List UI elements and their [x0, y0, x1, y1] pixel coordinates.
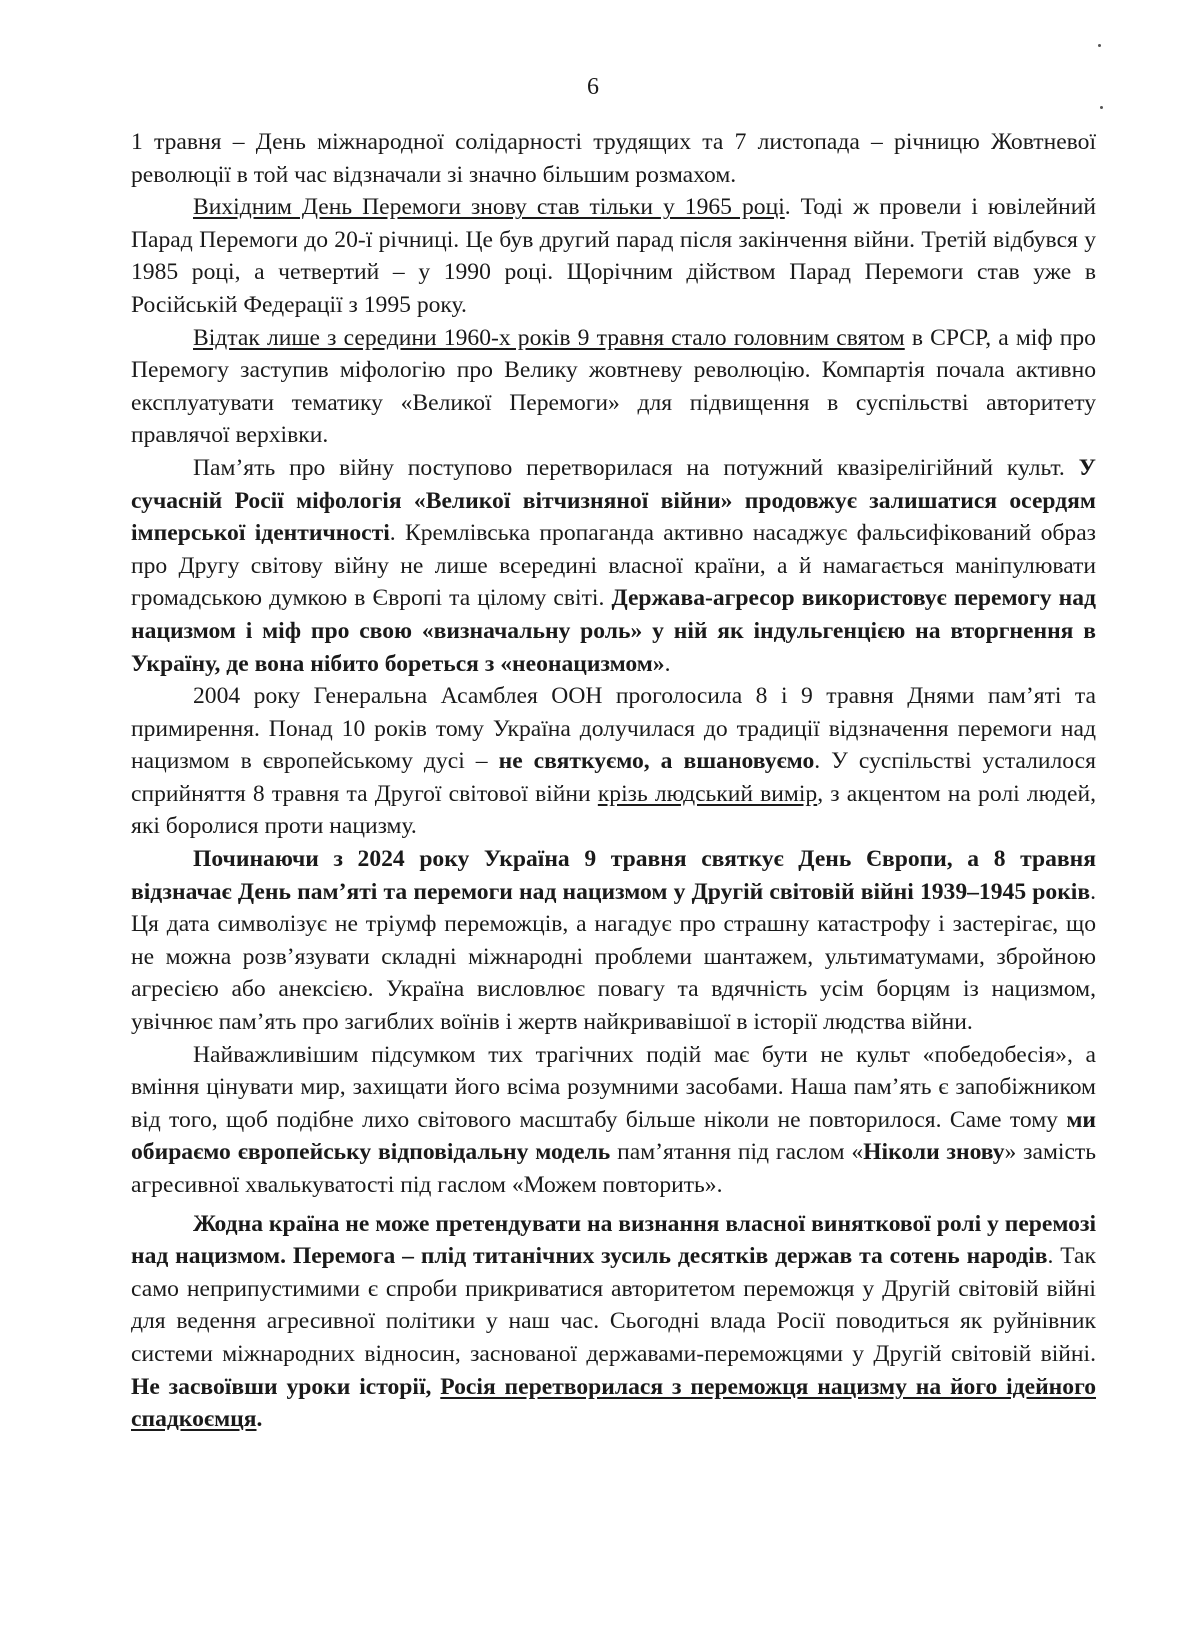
bold-underlined-phrase: Росія перетворилася з переможця нацизму на його ідейного спадкоємця — [131, 1373, 1096, 1433]
bold-phrase: Ніколи знову — [863, 1139, 1005, 1166]
scan-speck — [1098, 44, 1101, 47]
paragraph-1: 1 травня – День міжнародної солідарності трудящих та 7 листопада – річницю Жовтневої революції в той час відзначали зі значно більшим розмахом. — [131, 129, 1096, 188]
bold-phrase: ми обираємо європейську відповідальну модель — [131, 1106, 1096, 1166]
underlined-phrase: крізь людський вимір — [597, 780, 818, 807]
bold-phrase: Жодна країна не може претендувати на визнання власної виняткової ролі у перемозі над нацизмом. Перемога – плід титанічних зусиль десятків держав та сотень народів — [131, 1210, 1096, 1270]
scan-speck — [1100, 106, 1103, 109]
paragraph-5: 2004 року Генеральна Асамблея ООН проголосила 8 і 9 травня Днями пам’яті та примирення. Понад 10 років тому Україна долучилася до традиції відзначення перемоги над нацизмом в європейському дусі – не святкуємо, а вшановуємо. У суспільстві усталилося сприйняття 8 травня та Другої світової війни крізь людський вимір, з акцентом на ролі людей, які боролися проти нацизму. — [131, 683, 1096, 840]
paragraph-2: Вихідним День Перемоги знову став тільки у 1965 році. Тоді ж провели і ювілейний Парад Перемоги до 20-ї річниці. Це був другий парад після закінчення війни. Третій відбувся у 1985 році, а четвертий – у 1990 році. Щорічним дійством Парад Перемоги став уже в Російській Федерації з 1995 року. — [131, 194, 1096, 318]
paragraph-6: Починаючи з 2024 року Україна 9 травня святкує День Європи, а 8 травня відзначає День пам’яті та перемоги над нацизмом у Другій світовій війні 1939–1945 років. Ця дата символізує не тріумф переможців, а нагадує про страшну катастрофу і застерігає, що не можна розв’язувати складні міжнародні проблеми шантажем, ультиматумами, збройною агресією або анексією. Україна висловлює повагу та вдячність усім борцям із нацизмом, увічнює пам’ять про загиблих воїнів і жертв найкривавішої в історії людства війни. — [131, 846, 1096, 1036]
paragraph-8: Жодна країна не може претендувати на визнання власної виняткової ролі у перемозі над нацизмом. Перемога – плід титанічних зусиль десятків держав та сотень народів. Так само неприпустимими є спроби прикриватися авторитетом переможця у Другій світовій війні для ведення агресивної політики у наш час. Сьогодні влада Росії поводиться як руйнівник системи міжнародних відносин, заснованої державами-переможцями у Другій світовій війні. Не засвоївши уроки історії, Росія перетворилася з переможця нацизму на його ідейного спадкоємця. — [131, 1210, 1096, 1433]
document-body — [131, 126, 1096, 1436]
bold-phrase: Не засвоївши уроки історії, — [131, 1373, 441, 1400]
underlined-phrase: Відтак лише з середини 1960-х років 9 травня стало головним святом — [193, 324, 905, 351]
page-number: 6 — [587, 74, 599, 100]
paragraph-3: Відтак лише з середини 1960-х років 9 травня стало головним святом в СРСР, а міф про Перемогу заступив міфологію про Велику жовтневу революцію. Компартія почала активно експлуатувати тематику «Великої Перемоги» для підвищення в суспільстві авторитету правлячої верхівки. — [131, 324, 1096, 449]
bold-phrase: У сучасній Росії міфологія «Великої вітчизняної війни» продовжує залишатися осердям імперської ідентичності — [131, 454, 1096, 547]
bold-phrase: Починаючи з 2024 року Україна 9 травня святкує День Європи, а 8 травня відзначає День пам’яті та перемоги над нацизмом у Другій світовій війні 1939–1945 років — [131, 846, 1096, 905]
paragraph-4: Пам’ять про війну поступово перетворилася на потужний квазірелігійний культ. У сучасній Росії міфологія «Великої вітчизняної війни» продовжує залишатися осердям імперської ідентичності. Кремлівська пропаганда активно насаджує фальсифікований образ про Другу світову війну не лише всередині власної країни, а й намагається маніпулювати громадською думкою в Європі та цілому світі. Держава-агресор використовує перемогу над нацизмом і міф про свою «визначальну роль» у ній як індульгенцією на вторгнення в Україну, де вона нібито бореться з «неонацизмом». — [131, 454, 1096, 677]
underlined-phrase: Вихідним День Перемоги знову став тільки у 1965 році — [193, 194, 785, 221]
paragraph-7: Найважливішим підсумком тих трагічних подій має бути не культ «победобесія», а вміння цінувати мир, захищати його всіма розумними засобами. Наша пам’ять є запобіжником від того, щоб подібне лихо світового масштабу більше ніколи не повторилося. Саме тому ми обираємо європейську відповідальну модель пам’ятання під гаслом «Ніколи знову» замість агресивної хвалькуватості під гаслом «Можем повторить». — [131, 1041, 1096, 1198]
bold-phrase: Держава-агресор використовує перемогу над нацизмом і міф про свою «визначальну роль» у ній як індульгенцією на вторгнення в Україну, де вона нібито бореться з «неонацизмом» — [131, 585, 1096, 677]
bold-phrase: не святкуємо, а вшановуємо — [498, 748, 815, 775]
